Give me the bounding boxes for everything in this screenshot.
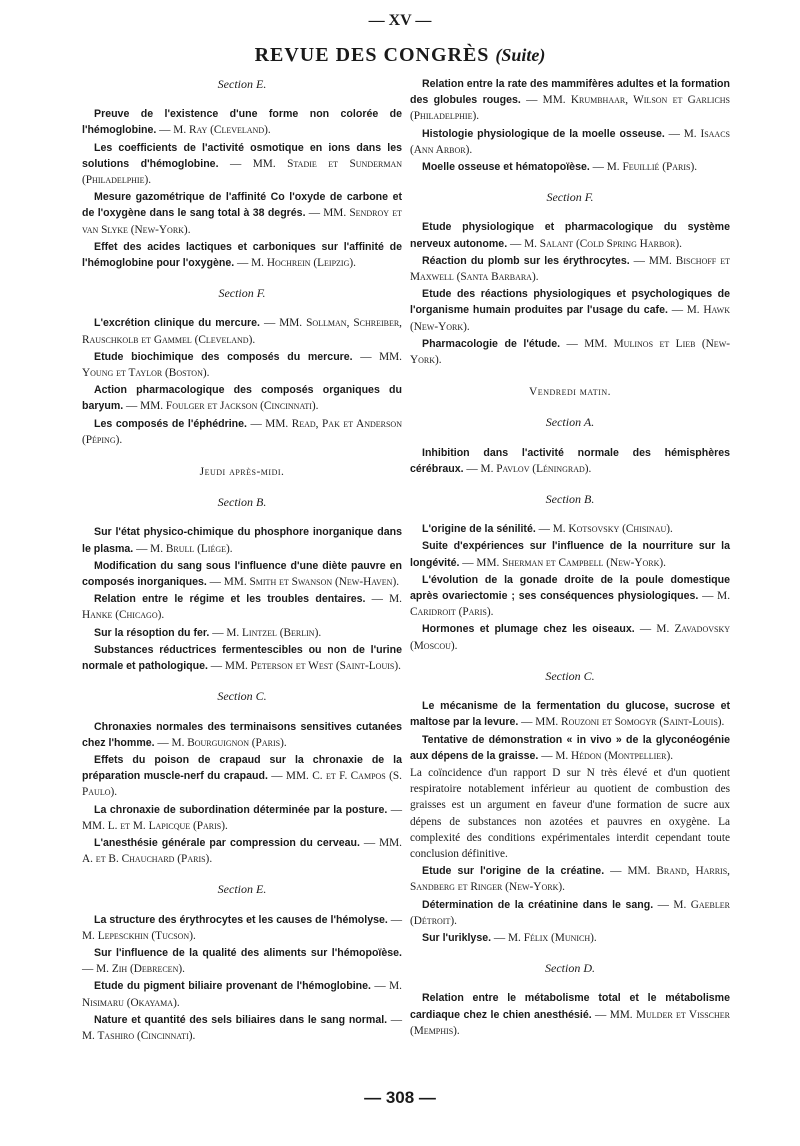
- entry-title: Effet des acides lactiques et carboniques sur l'affinité de l'hémoglobine pour l'oxygène.: [82, 240, 402, 270]
- entry: [82, 591, 402, 623]
- entry-title: Tentative de démonstration « in vivo » de la glyconéogénie aux dépens de la graisse.: [410, 733, 730, 762]
- entry-title: Les coefficients de l'activité osmotique en ions dans les solutions d'hémoglobine.: [82, 141, 402, 170]
- entry-title: Relation entre la rate des mammifères adultes et la formation des globules rouges.: [410, 78, 730, 107]
- entry-authors: — MM. Peterson et West (Saint-Louis).: [210, 660, 401, 673]
- entry-title: Pharmacologie de l'étude.: [422, 337, 561, 350]
- entry-authors: — M. Hochrein (Leipzig).: [237, 257, 356, 270]
- entry-title: Suite d'expériences sur l'influence de la nourriture sur la longévité.: [410, 540, 730, 569]
- entry: [410, 126, 730, 158]
- entry-title: Inhibition dans l'activité normale des hémisphères cérébraux.: [410, 446, 730, 475]
- entry-authors: — M. Caridroit (Paris).: [410, 590, 731, 619]
- entry: [410, 897, 730, 929]
- discussion-paragraph: La coïncidence d'un rapport D sur N très élevé et d'un quotient respiratoire notablement inférieur au quotient de combustion des graisses est un argument en faveur d'une formation de sucre aux dépens de substances non azotées et pauvres en oxygène. La complexité des conditions expérimentales interdit cependant toute conclusion définitive.: [410, 766, 730, 860]
- entry-authors: — M. Pavlov (Léningrad).: [466, 462, 592, 475]
- entry-title: L'anesthésie générale par compression du cerveau.: [94, 836, 360, 849]
- entry-title: Le mécanisme de la fermentation du glucose, sucrose et maltose par la levure.: [410, 700, 730, 729]
- entry-authors: — MM. Sendroy et van Slyke (New-York).: [82, 207, 402, 236]
- entry-title: Sur l'uriklyse.: [422, 931, 492, 944]
- entry: [82, 106, 402, 138]
- section-heading: Section E.: [217, 77, 267, 91]
- entry-title: Réaction du plomb sur les érythrocytes.: [422, 254, 630, 267]
- entry: [82, 625, 402, 641]
- entry-title: Etude des réactions physiologiques et psychologiques de l'organisme humain produites par l'usage du cafe.: [410, 288, 730, 317]
- entry: [82, 416, 402, 448]
- entry: [410, 990, 730, 1039]
- entry: [82, 642, 402, 674]
- entry: [410, 336, 730, 368]
- section-heading: Section A.: [545, 415, 595, 430]
- entry: [82, 349, 402, 381]
- entry: [410, 538, 730, 570]
- entry: [82, 239, 402, 271]
- page-number: — 308 —: [364, 1088, 436, 1107]
- section-heading: Section F.: [218, 286, 266, 301]
- entry-authors: — M. Isaacs (Ann Arbor).: [410, 127, 730, 156]
- entry: [82, 315, 402, 347]
- entry-title: Nature et quantité des sels biliaires dans le sang normal.: [94, 1013, 388, 1026]
- entry-title: Relation entre le métabolisme total et le métabolisme cardiaque chez le chien anesthésié.: [410, 992, 730, 1021]
- entry-authors: — MM. Rouzoni et Somogyr (Saint-Louis).: [521, 716, 725, 729]
- entry-authors: — MM. Young et Taylor (Boston).: [82, 350, 402, 380]
- day-heading: Jeudi après-midi.: [199, 466, 285, 479]
- entry: [82, 978, 402, 1010]
- entry: [82, 719, 402, 751]
- entry: [410, 253, 730, 285]
- entry: [82, 189, 402, 238]
- entry: [410, 732, 730, 764]
- entry-title: La structure des érythrocytes et les causes de l'hémolyse.: [94, 913, 388, 926]
- entry-authors: — M. Gaebler (Détroit).: [410, 898, 730, 927]
- entry: [410, 863, 730, 895]
- entry-title: Chronaxies normales des terminaisons sensitives cutanées chez l'homme.: [82, 720, 402, 749]
- entry-authors: — MM. Sollman, Schreiber, Rauschkolb et Gammel (Cleveland).: [82, 317, 402, 346]
- entry-authors: — M. Brull (Liége).: [136, 542, 233, 555]
- section-heading: Section B.: [217, 495, 267, 510]
- entry-authors: — MM. Krumbhaar, Wilson et Garlichs (Philadelphie).: [410, 94, 731, 123]
- entry-title: Modification du sang sous l'influence d'une diète pauvre en composés inorganiques.: [82, 559, 402, 589]
- entry-title: Action pharmacologique des composés organiques du baryum.: [82, 384, 402, 413]
- section-heading: Section D.: [545, 961, 595, 976]
- entry: [82, 140, 402, 189]
- day-heading: Vendredi matin.: [529, 386, 611, 399]
- entry-authors: — MM. Smith et Swanson (New-Haven).: [209, 576, 400, 589]
- entry-title: Etude du pigment biliaire provenant de l'hémoglobine.: [94, 980, 371, 993]
- entry: [82, 1012, 402, 1044]
- entry-authors: — M. Zavadovsky (Moscou).: [410, 623, 730, 652]
- section-heading: Section E.: [217, 882, 267, 897]
- entry-authors: — M. Lintzel (Berlin).: [212, 626, 322, 639]
- entry-title: Histologie physiologique de la moelle osseuse.: [422, 127, 665, 140]
- entry-authors: — M. Feuillié (Paris).: [592, 161, 698, 174]
- entry: [82, 382, 402, 414]
- entry-authors: — M. Bourguignon (Paris).: [157, 736, 287, 749]
- entry-title: Sur la résoption du fer.: [94, 626, 210, 639]
- entry-title: L'origine de la sénilité.: [422, 523, 536, 536]
- entry: [82, 945, 402, 977]
- entry-authors: — M. Nisimaru (Okayama).: [82, 980, 402, 1009]
- entry: [410, 698, 730, 730]
- entry-authors: — MM. Read, Pak et Anderson (Péping).: [82, 417, 402, 446]
- entry-authors: — MM. Stadie et Sunderman (Philadelphie).: [82, 157, 402, 187]
- entry-title: Moelle osseuse et hématopoïèse.: [422, 161, 590, 174]
- entry-authors: — M. Kotsovsky (Chisinau).: [538, 523, 673, 536]
- entry-title: Effets du poison de crapaud sur la chronaxie de la préparation muscle-nerf du crapaud.: [82, 753, 402, 783]
- entry: [82, 558, 402, 590]
- entry-authors: — MM. A. et B. Chauchard (Paris).: [82, 836, 402, 866]
- entry-authors: — M. Zih (Debrecen).: [82, 963, 185, 976]
- entry-title: Substances réductrices fermentescibles ou non de l'urine normale et pathologique.: [82, 643, 402, 673]
- entry-authors: — MM. Bischoff et Maxwell (Santa Barbara).: [410, 254, 730, 284]
- entry-authors: — M. Salant (Cold Spring Harbor).: [509, 237, 682, 250]
- entry: [410, 521, 730, 537]
- entry: [410, 621, 730, 653]
- entry-title: Sur l'état physico-chimique du phosphore inorganique dans le plasma.: [82, 526, 402, 555]
- title-text: REVUE DES CONGRÈS: [254, 44, 490, 66]
- entry-title: Hormones et plumage chez les oiseaux.: [422, 623, 635, 636]
- entry-authors: — MM. Sherman et Campbell (New-York).: [462, 556, 666, 569]
- section-heading: Section C.: [217, 689, 267, 704]
- entry: [410, 286, 730, 335]
- entry-title: Etude biochimique des composés du mercure.: [94, 350, 353, 363]
- entry: [410, 219, 730, 251]
- entry: [410, 445, 730, 477]
- entry-authors: — M. Hanke (Chicago).: [82, 593, 402, 622]
- entry: [82, 912, 402, 944]
- page-title: [0, 44, 800, 67]
- section-heading: Section C.: [545, 668, 595, 683]
- section-heading: Section B.: [545, 492, 595, 507]
- entry: [410, 159, 730, 175]
- right-column: [410, 76, 730, 1040]
- entry: [410, 76, 730, 125]
- entry-title: La chronaxie de subordination déterminée par la posture.: [94, 803, 388, 816]
- entry: [410, 572, 730, 621]
- entry-authors: — M. Hédon (Montpellier).: [541, 749, 674, 762]
- entry-authors: — MM. C. et F. Campos (S. Paulo).: [82, 770, 402, 799]
- entry: [82, 802, 402, 834]
- entry-title: L'excrétion clinique du mercure.: [94, 317, 261, 330]
- entry-title: Relation entre le régime et les troubles dentaires.: [94, 593, 366, 606]
- entry-title: Détermination de la créatinine dans le sang.: [422, 898, 654, 911]
- entry-title: Preuve de l'existence d'une forme non colorée de l'hémoglobine.: [82, 108, 402, 137]
- entry-authors: — MM. Mulinos et Lieb (New-York).: [410, 337, 731, 367]
- entry-authors: — MM. Mulder et Visscher (Memphis).: [410, 1008, 730, 1037]
- entry: [410, 930, 730, 946]
- entry-authors: — M. Félix (Munich).: [493, 931, 597, 944]
- left-column: [82, 76, 402, 1045]
- entry-title: Etude physiologique et pharmacologique du système nerveux autonome.: [410, 221, 730, 250]
- entry: [82, 835, 402, 867]
- entry-authors: — M. Hawk (New-York).: [410, 304, 731, 333]
- page-roman-numeral: — XV —: [368, 12, 432, 29]
- entry-title: Mesure gazométrique de l'affinité Co l'oxyde de carbone et de l'oxygène dans le sang total à 38 degrés.: [82, 191, 402, 220]
- section-heading: Section F.: [546, 190, 594, 205]
- entry-authors: — MM. Brand, Harris, Sandberg et Ringer (New-York).: [410, 865, 730, 894]
- entry-title: L'évolution de la gonade droite de la poule domestique après ovariectomie ; ses conséquences physiologiques.: [410, 573, 730, 603]
- entry: [82, 752, 402, 801]
- entry-title: Les composés de l'éphédrine.: [94, 417, 247, 430]
- entry-authors: — MM. Foulger et Jackson (Cincinnati).: [126, 400, 319, 413]
- entry-authors: — M. Tashiro (Cincinnati).: [82, 1013, 403, 1042]
- entry-authors: — M. Lepesckhin (Tucson).: [82, 913, 402, 942]
- title-suite: (Suite): [495, 45, 546, 65]
- entry-authors: — M. Ray (Cleveland).: [159, 124, 271, 137]
- entry-authors: — MM. L. et M. Lapicque (Paris).: [82, 803, 402, 832]
- entry: [82, 524, 402, 556]
- entry-title: Sur l'influence de la qualité des aliments sur l'hémopoïèse.: [94, 946, 402, 959]
- entry-title: Etude sur l'origine de la créatine.: [422, 865, 605, 878]
